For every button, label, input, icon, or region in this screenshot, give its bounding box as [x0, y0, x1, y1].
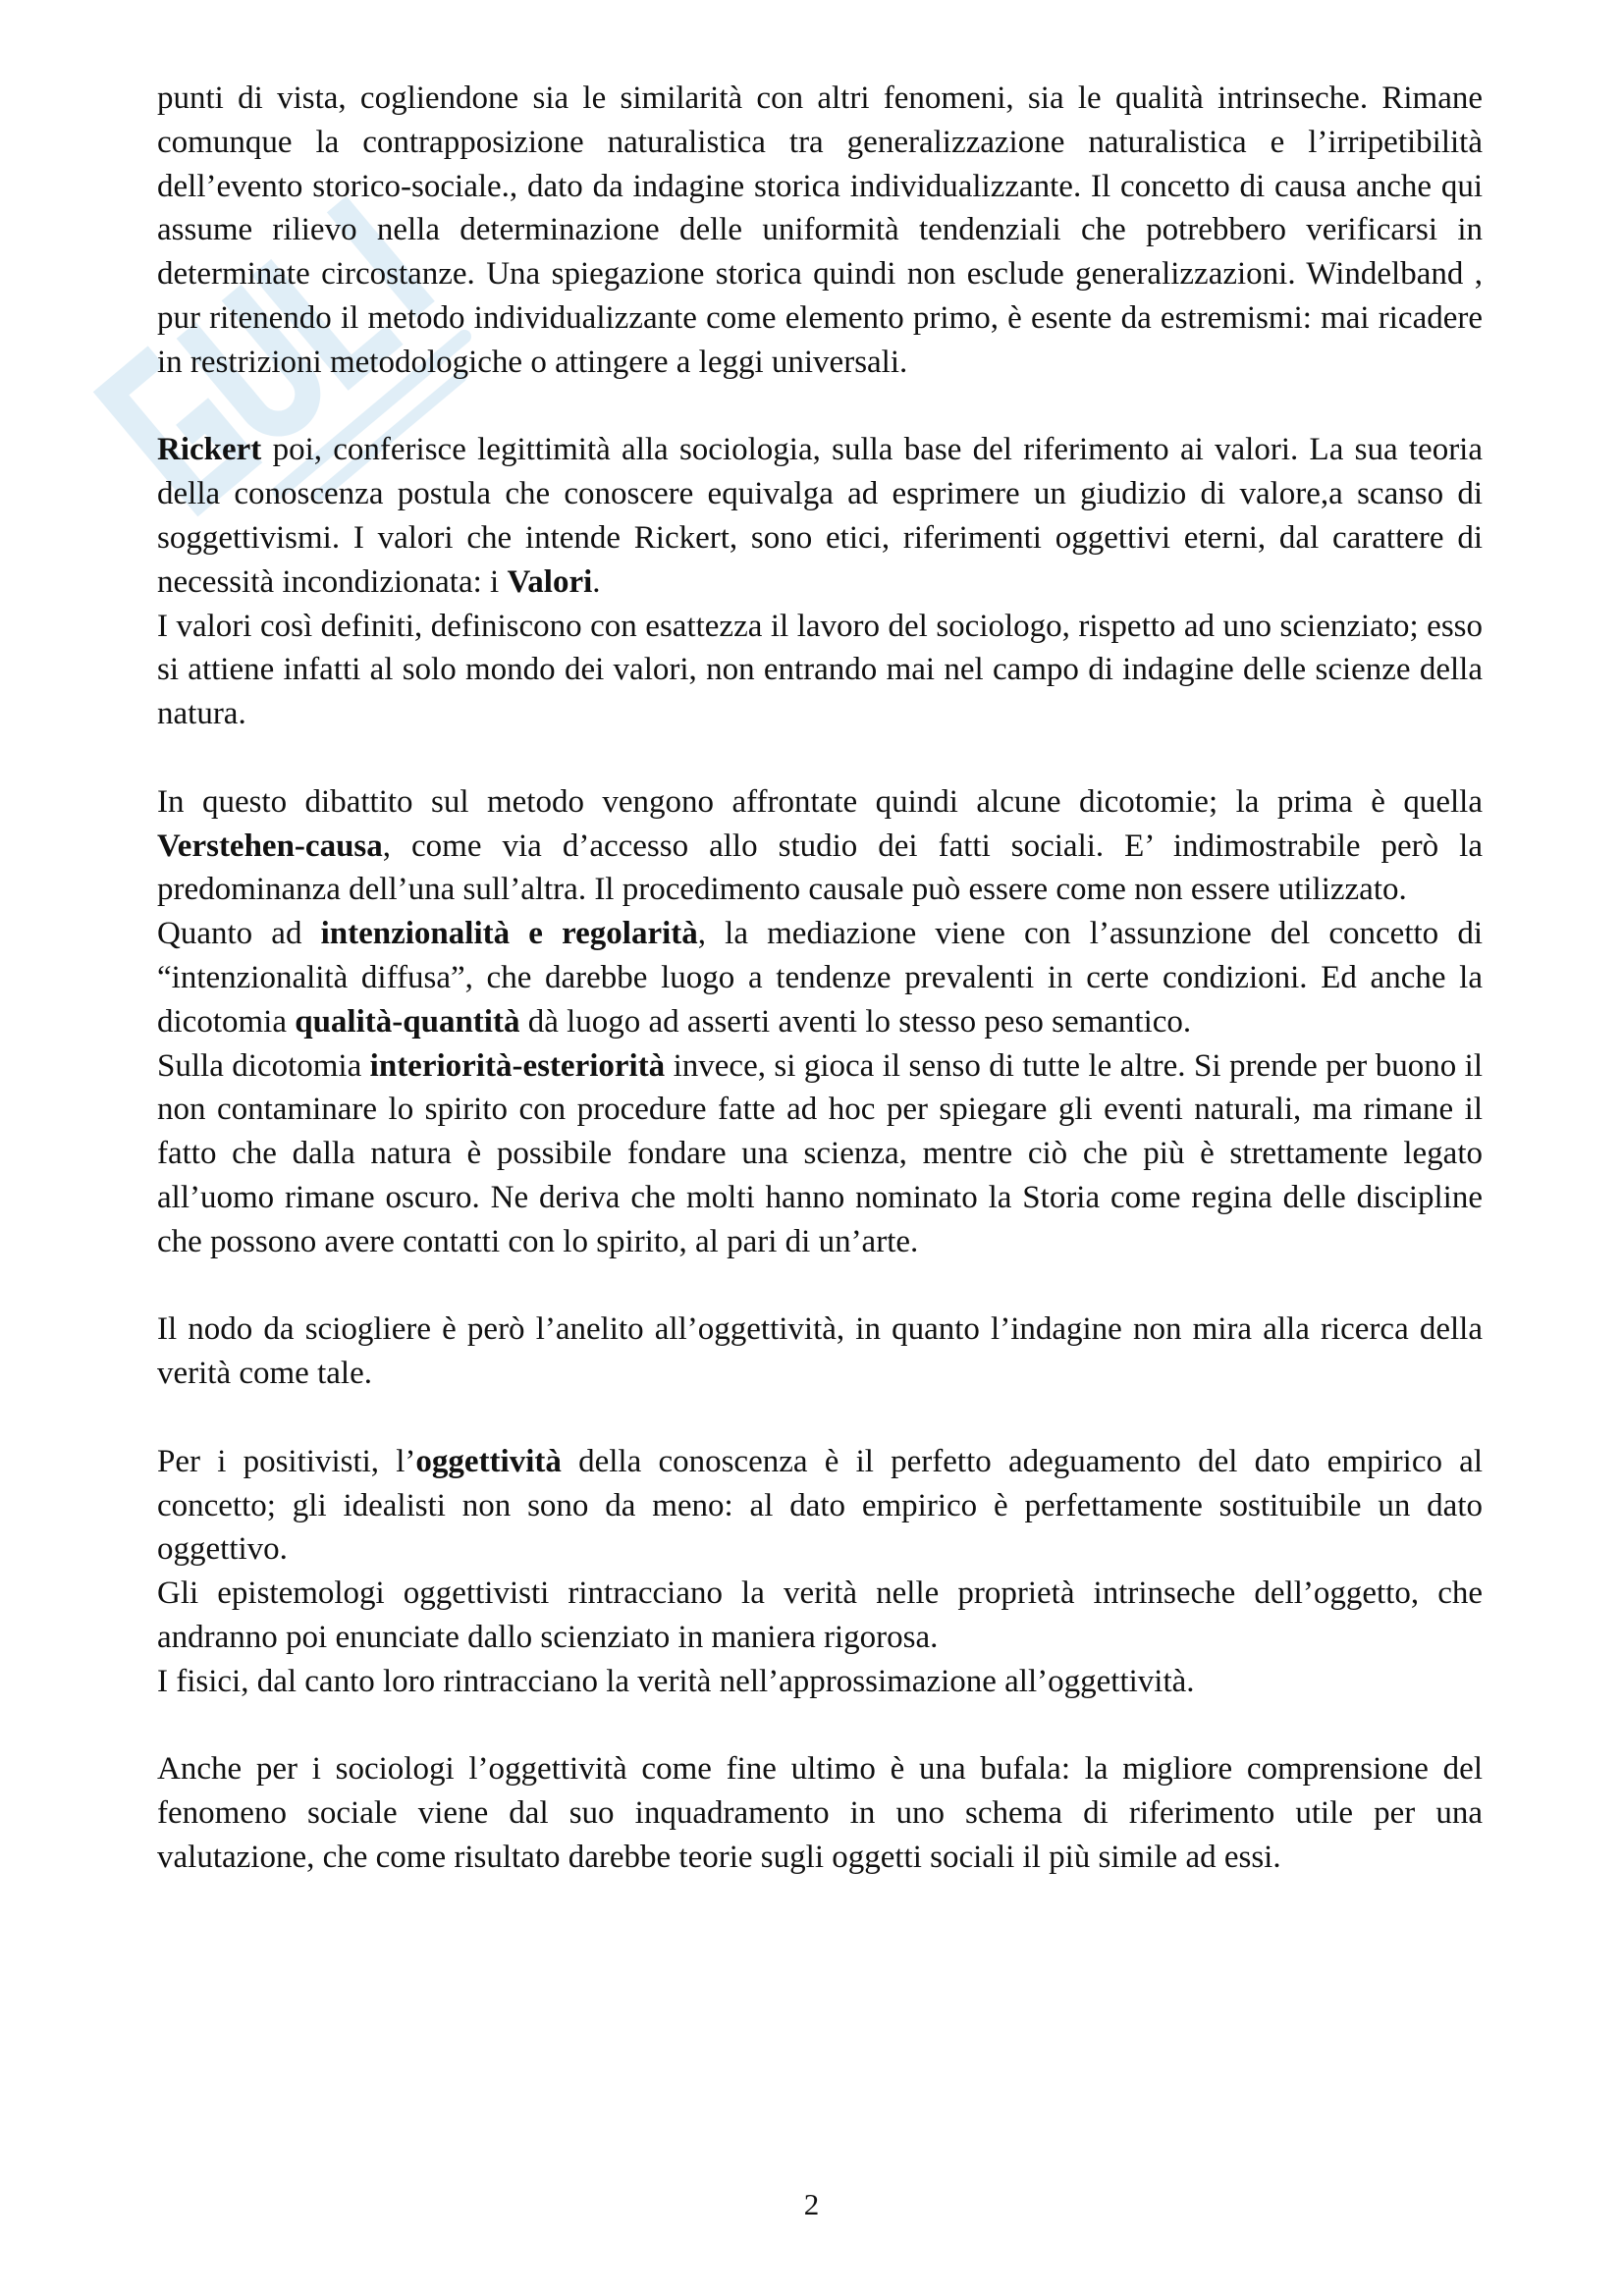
paragraph	[157, 605, 1483, 736]
text-run: della conoscenza è il perfetto adeguamento del dato empirico al concetto; gli idealisti non sono da meno: al dato empirico è perfettamente sostituibile un dato oggettivo.	[157, 1443, 1483, 1568]
text-run: Per i positivisti, l’	[157, 1443, 416, 1479]
text-run: punti di vista, cogliendone sia le similarità con altri fenomeni, sia le qualità intrinseche. Rimane comunque la contrapposizione naturalistica tra generalizzazione naturalistica e l’irripetibilità dell’evento storico-sociale., dato da indagine storica individualizzante. Il concetto di causa anche qui assume rilievo nella determinazione delle uniformità tendenziali che potrebbero verificarsi in determinate circostanze. Una spiegazione storica quindi non esclude generalizzazioni. Windelband , pur ritenendo il metodo individualizzante come elemento primo, è esente da estremismi: mai ricadere in restrizioni metodologiche o attingere a leggi universali.	[157, 80, 1483, 380]
paragraph	[157, 1440, 1483, 1572]
text-run: I valori così definiti, definiscono con esattezza il lavoro del sociologo, rispetto ad uno scienziato; esso si attiene infatti al solo mondo dei valori, non entrando mai nel campo di indagine delle scienze della natura.	[157, 608, 1483, 732]
text-run: dà luogo ad asserti aventi lo stesso peso semantico.	[519, 1003, 1192, 1040]
paragraph	[157, 1572, 1483, 1660]
text-run: , come via d’accesso allo studio dei fatti sociali. E’ indimostrabile però la predominanza dell’una sull’altra. Il procedimento causale può essere come non essere utilizzato.	[157, 828, 1483, 908]
bold-term: interiorità-esteriorità	[369, 1047, 666, 1084]
paragraph	[157, 912, 1483, 1043]
page-number: 2	[803, 2187, 820, 2221]
text-run: poi, conferisce legittimità alla sociologia, sulla base del riferimento ai valori. La sua teoria della conoscenza postula che conoscere equivalga ad esprimere un giudizio di valore,a scanso di soggettivismi. I valori che intende Rickert, sono etici, riferimenti oggettivi eterni, dal carattere di necessità incondizionata: i	[157, 432, 1483, 600]
bold-term: Rickert	[157, 432, 262, 468]
paragraph	[157, 428, 1483, 604]
bold-term: Verstehen-causa	[157, 828, 383, 864]
bold-term: intenzionalità e regolarità	[320, 916, 698, 952]
paragraph	[157, 780, 1483, 912]
text-run: Il nodo da sciogliere è però l’anelito all’oggettività, in quanto l’indagine non mira alla ricerca della verità come tale.	[157, 1311, 1483, 1392]
text-run: I fisici, dal canto loro rintracciano la verità nell’approssimazione all’oggettività.	[157, 1663, 1195, 1699]
paragraph	[157, 1660, 1483, 1704]
text-run: Sulla dicotomia	[157, 1047, 370, 1084]
document-body	[157, 77, 1483, 1880]
bold-term: oggettività	[415, 1443, 562, 1479]
paragraph	[157, 1044, 1483, 1264]
paragraph	[157, 1308, 1483, 1396]
text-run: , la mediazione viene con l’assunzione del concetto di “intenzionalità diffusa”, che darebbe luogo a tendenze prevalenti in certe condizioni. Ed anche la dicotomia	[157, 916, 1483, 1040]
text-run: Anche per i sociologi l’oggettività come fine ultimo è una bufala: la migliore comprensione del fenomeno sociale viene dal suo inquadramento in uno schema di riferimento utile per una valutazione, che come risultato darebbe teorie sugli oggetti sociali il più simile ad essi.	[157, 1751, 1483, 1875]
text-run: invece, si gioca il senso di tutte le altre. Si prende per buono il non contaminare lo spirito con procedure fatte ad hoc per spiegare gli eventi naturali, ma rimane il fatto che dalla natura è possibile fondare una scienza, mentre ciò che più è strettamente legato all’uomo rimane oscuro. Ne deriva che molti hanno nominato la Storia come regina delle discipline che possono avere contatti con lo spirito, al pari di un’arte.	[157, 1047, 1483, 1259]
text-run: In questo dibattito sul metodo vengono affrontate quindi alcune dicotomie; la prima è quella	[157, 783, 1483, 820]
paragraph	[157, 1747, 1483, 1879]
text-run: Gli epistemologi oggettivisti rintracciano la verità nelle proprietà intrinseche dell’oggetto, che andranno poi enunciate dallo scienziato in maniera rigorosa.	[157, 1575, 1483, 1655]
bold-term: qualità-quantità	[295, 1003, 520, 1040]
paragraph	[157, 77, 1483, 385]
bold-term: Valori	[507, 563, 593, 600]
text-run: Quanto ad	[157, 916, 321, 952]
text-run: .	[592, 563, 601, 600]
